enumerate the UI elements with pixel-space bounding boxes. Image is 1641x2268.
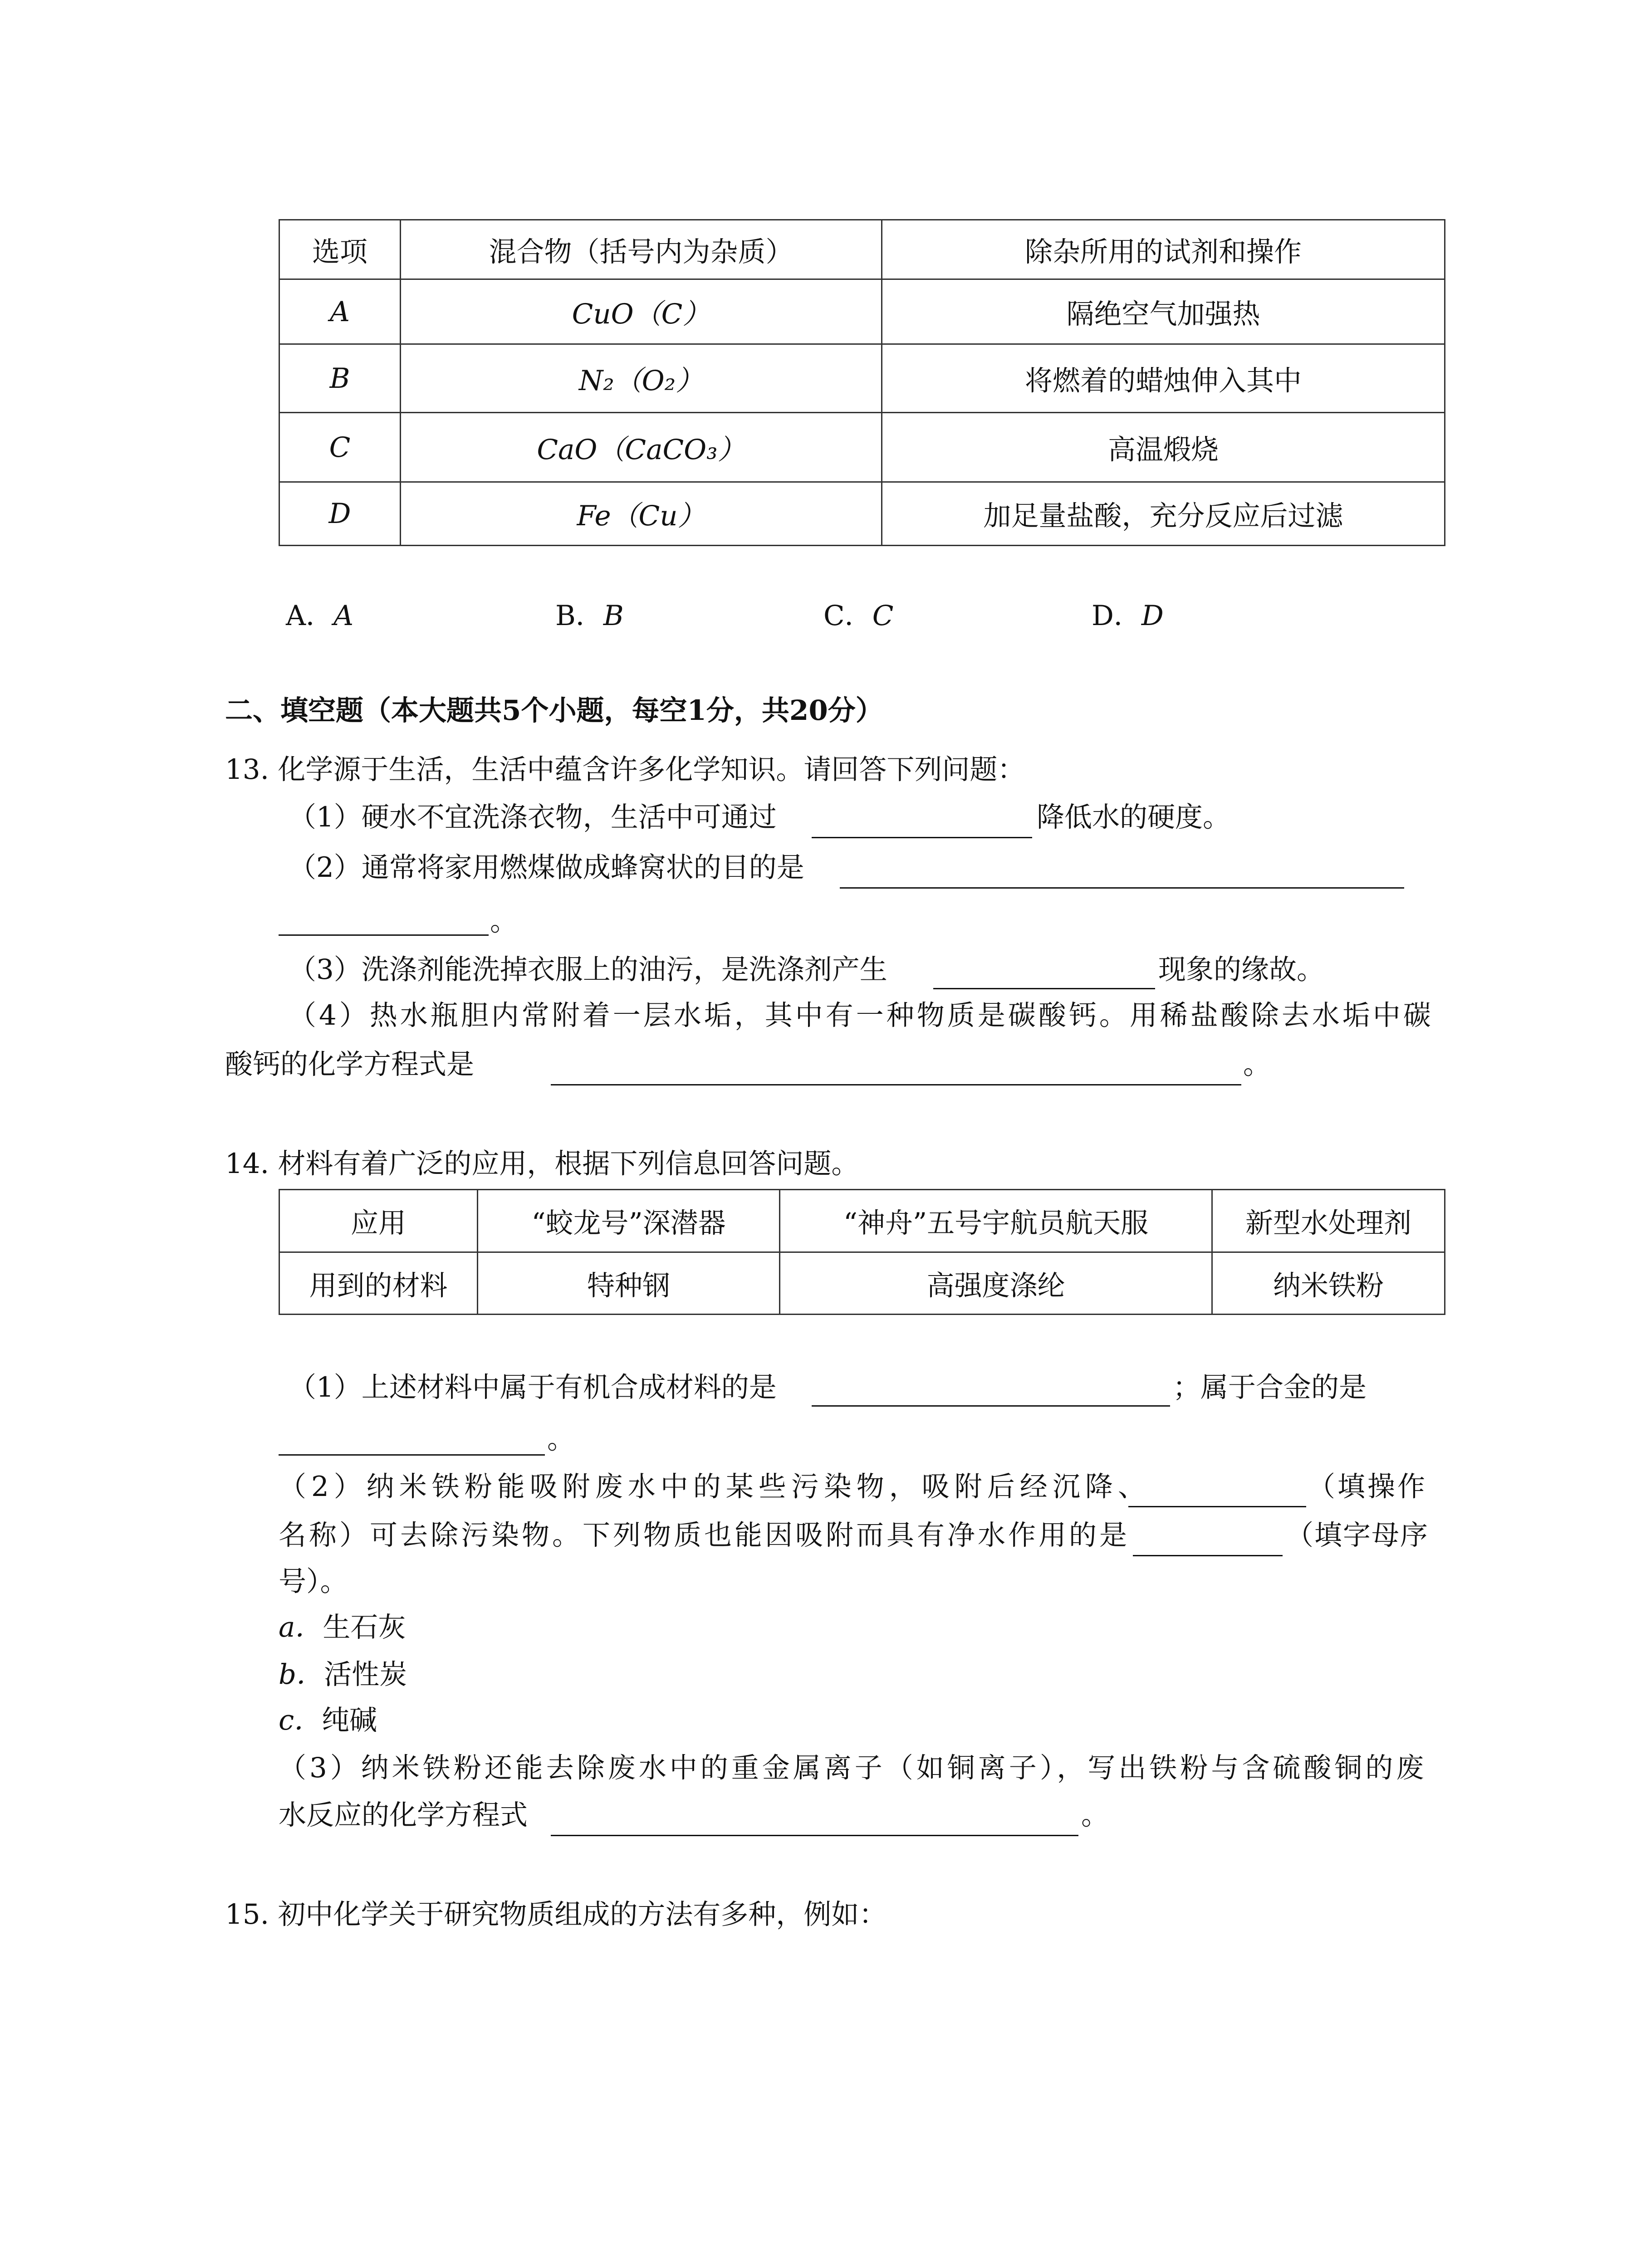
choice-value: D (1141, 600, 1164, 632)
option-label: a． (279, 1611, 323, 1643)
cell-material-header: 用到的材料 (279, 1252, 478, 1315)
option-c (279, 1702, 377, 1739)
sub-question-text: 。 (1243, 1048, 1271, 1080)
sub-question-text: 。 (1081, 1799, 1109, 1831)
sub-question-text: 水反应的化学方程式 (279, 1799, 528, 1831)
choice-value: A (333, 600, 354, 632)
cell-mixture: CuO（C） (401, 279, 882, 344)
materials-table (279, 1189, 1445, 1315)
cell-application: “蛟龙号”深潜器 (478, 1190, 780, 1252)
table-row (279, 1252, 1445, 1315)
option-text: 纯碱 (322, 1704, 377, 1736)
cell-option: D (279, 482, 401, 546)
sub-question-text: ；属于合金的是 (1173, 1371, 1367, 1403)
answer-blank (1128, 1506, 1306, 1507)
section-heading: 二、填空题（本大题共5个小题，每空1分，共20分） (225, 694, 883, 727)
option-label: c． (279, 1704, 322, 1736)
cell-option: B (279, 344, 401, 413)
answer-blank (812, 837, 1032, 838)
answer-blank (551, 1835, 1078, 1836)
sub-question-text: （1）上述材料中属于有机合成材料的是 (289, 1371, 777, 1403)
cell-method: 隔绝空气加强热 (882, 279, 1445, 344)
answer-blank (551, 1084, 1241, 1085)
option-text: 生石灰 (323, 1611, 406, 1643)
cell-mixture: N₂（O₂） (401, 344, 882, 413)
cell-method: 加足量盐酸，充分反应后过滤 (882, 482, 1445, 546)
impurity-table (279, 219, 1445, 546)
sub-question-text: 现象的缘故。 (1158, 953, 1325, 986)
header-method: 除杂所用的试剂和操作 (882, 220, 1445, 279)
cell-mixture: CaO（CaCO₃） (401, 413, 882, 482)
header-mixture: 混合物（括号内为杂质） (401, 220, 882, 279)
answer-blank (812, 1405, 1170, 1407)
sub-question-text: （3）纳米铁粉还能去除废水中的重金属离子（如铜离子），写出铁粉与含硫酸铜的废 (279, 1752, 1427, 1784)
choice-value: B (603, 600, 624, 632)
option-text: 活性炭 (324, 1658, 407, 1691)
table-row (279, 1190, 1445, 1252)
answer-blank (1133, 1555, 1283, 1556)
choice-c (823, 598, 893, 634)
sub-question-text: 号）。 (279, 1565, 348, 1598)
cell-material: 高强度涤纶 (780, 1252, 1212, 1315)
table-row (279, 413, 1445, 482)
cell-material: 特种钢 (478, 1252, 780, 1315)
choice-a (286, 598, 353, 634)
choice-label: C． (823, 600, 872, 632)
table-row (279, 344, 1445, 413)
sub-question-text: （2）纳米铁粉能吸附废水中的某些污染物，吸附后经沉降、 (279, 1471, 1151, 1503)
cell-option: A (279, 279, 401, 344)
table-row (279, 482, 1445, 546)
answer-blank (279, 1454, 545, 1456)
sub-question-text: 酸钙的化学方程式是 (225, 1048, 475, 1080)
cell-application-header: 应用 (279, 1190, 478, 1252)
sub-question-text: （2）通常将家用燃煤做成蜂窝状的目的是 (289, 851, 804, 884)
sub-question-text: 。 (547, 1423, 575, 1455)
answer-blank (279, 934, 489, 936)
cell-mixture: Fe（Cu） (401, 482, 882, 546)
page-number (730, 2265, 911, 2268)
cell-application: “神舟”五号宇航员航天服 (780, 1190, 1212, 1252)
sub-question-text: （填操作 (1308, 1471, 1428, 1503)
question-stem: 14. 材料有着广泛的应用，根据下列信息回答问题。 (225, 1148, 859, 1180)
option-a (279, 1609, 406, 1646)
cell-method: 将燃着的蜡烛伸入其中 (882, 344, 1445, 413)
choice-label: D． (1092, 600, 1141, 632)
sub-question-text: 降低水的硬度。 (1037, 801, 1231, 833)
cell-material: 纳米铁粉 (1212, 1252, 1445, 1315)
header-option: 选项 (279, 220, 401, 279)
sub-question-text: （填字母序 (1286, 1519, 1429, 1551)
sub-question-text: （1）硬水不宜洗涤衣物，生活中可通过 (289, 801, 777, 833)
question-15-stem: 15. 初中化学关于研究物质组成的方法有多种，例如： (225, 1898, 887, 1931)
cell-option: C (279, 413, 401, 482)
cell-application: 新型水处理剂 (1212, 1190, 1445, 1252)
choice-label: B． (555, 600, 603, 632)
sub-question-text: 。 (490, 905, 518, 937)
sub-question-text: 名称）可去除污染物。下列物质也能因吸附而具有净水作用的是 (279, 1519, 1130, 1551)
answer-blank (840, 887, 1404, 889)
choice-value: C (872, 600, 894, 632)
answer-blank (933, 988, 1155, 989)
option-b (279, 1657, 407, 1693)
choice-label: A． (286, 600, 334, 632)
choice-d (1092, 598, 1164, 634)
option-label: b． (279, 1658, 324, 1691)
sub-question-text: （3）洗涤剂能洗掉衣服上的油污，是洗涤剂产生 (289, 953, 887, 986)
table-header-row (279, 220, 1445, 279)
cell-method: 高温煅烧 (882, 413, 1445, 482)
sub-question-text: （4）热水瓶胆内常附着一层水垢，其中有一种物质是碳酸钙。用稀盐酸除去水垢中碳 (289, 999, 1434, 1031)
table-row (279, 279, 1445, 344)
question-stem: 13. 化学源于生活，生活中蕴含许多化学知识。请回答下列问题： (225, 753, 1025, 786)
choice-b (555, 598, 624, 634)
